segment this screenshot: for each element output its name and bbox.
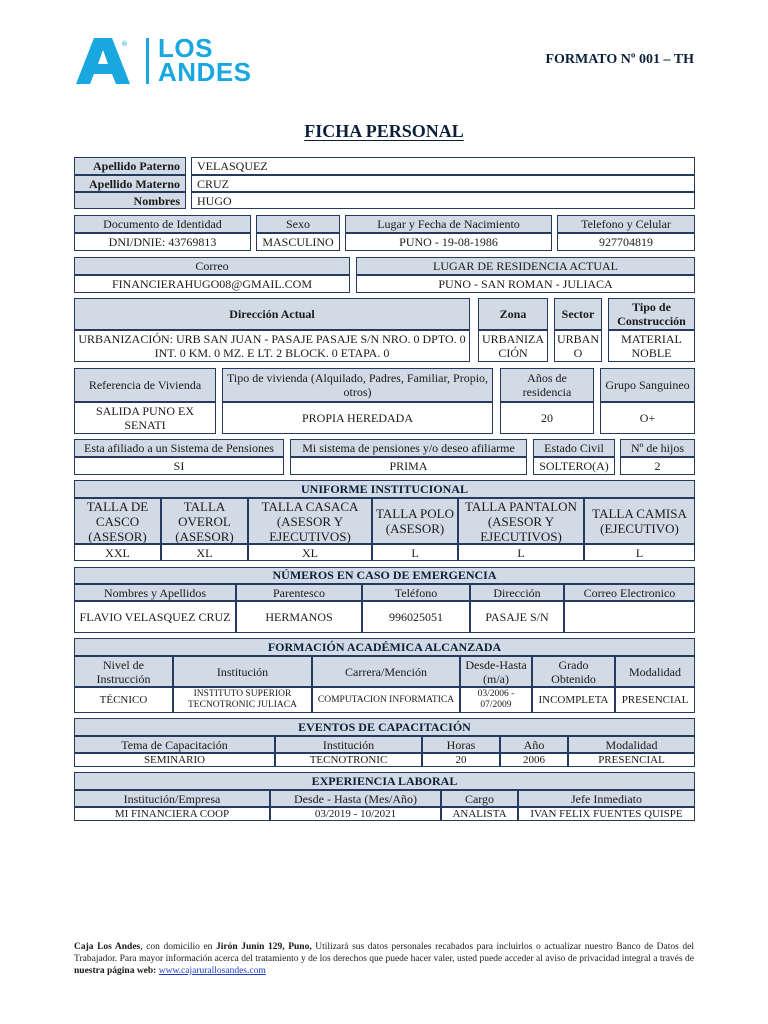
formacion-header: Modalidad: [615, 656, 695, 687]
nombres-label: Nombres: [74, 192, 186, 209]
sector-label: Sector: [554, 298, 602, 330]
uniforme-value: L: [372, 544, 458, 561]
capacitacion-value: 20: [422, 753, 500, 767]
formacion-header: Grado Obtenido: [532, 656, 615, 687]
experiencia-header: Cargo: [441, 790, 518, 807]
emergencia-section-title: NÚMEROS EN CASO DE EMERGENCIA: [74, 567, 695, 584]
emergencia-value: 996025051: [362, 601, 470, 633]
page-title: FICHA PERSONAL: [304, 121, 464, 141]
capacitacion-value: 2006: [500, 753, 568, 767]
company-name: Caja Los Andes: [74, 942, 141, 952]
capacitacion-header: Año: [500, 736, 568, 753]
experiencia-header: Jefe Inmediato: [518, 790, 695, 807]
capacitacion-header: Horas: [422, 736, 500, 753]
uniforme-header: TALLA CAMISA (EJECUTIVO): [584, 498, 695, 544]
correo-value: FINANCIERAHUGO08@GMAIL.COM: [74, 275, 350, 293]
emergencia-header: Teléfono: [362, 584, 470, 601]
uniforme-value: XL: [248, 544, 372, 561]
formacion-header: Nivel de Instrucción: [74, 656, 173, 687]
experiencia-section-title: EXPERIENCIA LABORAL: [74, 772, 695, 790]
tipo-construccion-value: MATERIAL NOBLE: [608, 330, 695, 362]
formacion-header: Desde-Hasta (m/a): [460, 656, 532, 687]
correo-label: Correo: [74, 257, 350, 275]
capacitacion-value: TECNOTRONIC: [275, 753, 422, 767]
emergencia-header: Correo Electronico: [564, 584, 695, 601]
capacitacion-header: Tema de Capacitación: [74, 736, 275, 753]
formacion-value: COMPUTACION INFORMATICA: [312, 687, 460, 713]
estado-civil-value: SOLTERO(A): [533, 457, 615, 475]
formacion-value: INCOMPLETA: [532, 687, 615, 713]
sistema-pensiones-label: Mi sistema de pensiones y/o deseo afiliarme: [290, 439, 527, 457]
notice-text: Utilizará sus datos personales recabados para incluirlos o actualizar nuestro Banco de Datos del Trabajador. Para mayor información acerca del tratamiento y de los derechos que puede hacer valer, usted puede acceder al aviso de privacidad integral a través de: [74, 942, 695, 964]
experiencia-value: 03/2019 - 10/2021: [270, 807, 441, 821]
los-andes-a-icon: [72, 36, 136, 84]
tipo-vivienda-value: PROPIA HEREDADA: [222, 402, 493, 434]
capacitacion-value: PRESENCIAL: [568, 753, 695, 767]
formacion-value: TÉCNICO: [74, 687, 173, 713]
zona-value: URBANIZACIÓN: [478, 330, 548, 362]
nombres-value: HUGO: [191, 192, 695, 209]
experiencia-value: ANALISTA: [441, 807, 518, 821]
formacion-value: INSTITUTO SUPERIOR TECNOTRONIC JULIACA: [173, 687, 312, 713]
website-link[interactable]: www.cajarurallosandes.com: [158, 966, 266, 976]
afiliado-value: SI: [74, 457, 284, 475]
formacion-section-title: FORMACIÓN ACADÉMICA ALCANZADA: [74, 638, 695, 656]
brand-name: LOS ANDES: [158, 33, 252, 87]
grupo-sanguineo-value: O+: [600, 402, 695, 434]
uniforme-value: L: [584, 544, 695, 561]
apellido-paterno-value: VELASQUEZ: [191, 157, 695, 175]
notice-text: , con domicilio en: [140, 942, 217, 952]
web-label: nuestra página web:: [74, 966, 157, 976]
capacitacion-header: Institución: [275, 736, 422, 753]
referencia-label: Referencia de Vivienda: [74, 368, 216, 402]
uniforme-header: TALLA PANTALON (ASESOR Y EJECUTIVOS): [458, 498, 584, 544]
uniforme-section-title: UNIFORME INSTITUCIONAL: [74, 480, 695, 498]
tipo-vivienda-label: Tipo de vivienda (Alquilado, Padres, Familiar, Propio, otros): [222, 368, 493, 402]
zona-label: Zona: [478, 298, 548, 330]
capacitacion-value: SEMINARIO: [74, 753, 275, 767]
direccion-value: URBANIZACIÓN: URB SAN JUAN - PASAJE PASAJE S/N NRO. 0 DPTO. 0 INT. 0 KM. 0 MZ. E LT. 2 BLOCK. 0 ETAPA. 0: [74, 330, 470, 362]
sexo-value: MASCULINO: [256, 233, 340, 251]
telefono-value: 927704819: [557, 233, 695, 251]
apellido-paterno-label: Apellido Paterno: [74, 157, 186, 175]
sexo-label: Sexo: [256, 215, 340, 233]
uniforme-header: TALLA DE CASCO (ASESOR): [74, 498, 161, 544]
hijos-label: Nº de hijos: [620, 439, 695, 457]
formacion-value: PRESENCIAL: [615, 687, 695, 713]
capacitacion-header: Modalidad: [568, 736, 695, 753]
anios-residencia-label: Años de residencia: [500, 368, 594, 402]
experiencia-value: MI FINANCIERA COOP: [74, 807, 270, 821]
doc-label: Documento de Identidad: [74, 215, 251, 233]
nacimiento-value: PUNO - 19-08-1986: [345, 233, 552, 251]
emergencia-header: Dirección: [470, 584, 564, 601]
doc-value: DNI/DNIE: 43769813: [74, 233, 251, 251]
direccion-label: Dirección Actual: [74, 298, 470, 330]
experiencia-value: IVAN FELIX FUENTES QUISPE: [518, 807, 695, 821]
sector-value: URBANO: [554, 330, 602, 362]
emergencia-header: Parentesco: [236, 584, 362, 601]
privacy-notice: [74, 941, 694, 977]
formato-number: FORMATO Nº 001 – TH: [545, 52, 694, 67]
uniforme-value: L: [458, 544, 584, 561]
residencia-label: LUGAR DE RESIDENCIA ACTUAL: [356, 257, 695, 275]
nacimiento-label: Lugar y Fecha de Nacimiento: [345, 215, 552, 233]
hijos-value: 2: [620, 457, 695, 475]
brand-logo: [72, 33, 252, 88]
emergencia-value: FLAVIO VELASQUEZ CRUZ: [74, 601, 236, 633]
sistema-pensiones-value: PRIMA: [290, 457, 527, 475]
company-address: Jirón Junín 129, Puno,: [216, 942, 312, 952]
uniforme-header: TALLA OVEROL (ASESOR): [161, 498, 248, 544]
apellido-materno-value: CRUZ: [191, 175, 695, 192]
apellido-materno-label: Apellido Materno: [74, 175, 186, 192]
svg-text:®: ®: [121, 40, 128, 48]
telefono-label: Telefono y Celular: [557, 215, 695, 233]
afiliado-label: Esta afiliado a un Sistema de Pensiones: [74, 439, 284, 457]
uniforme-header: TALLA CASACA (ASESOR Y EJECUTIVOS): [248, 498, 372, 544]
capacitacion-section-title: EVENTOS DE CAPACITACIÓN: [74, 718, 695, 736]
formacion-header: Carrera/Mención: [312, 656, 460, 687]
uniforme-value: XXL: [74, 544, 161, 561]
emergencia-value: HERMANOS: [236, 601, 362, 633]
residencia-value: PUNO - SAN ROMAN - JULIACA: [356, 275, 695, 293]
experiencia-header: Institución/Empresa: [74, 790, 270, 807]
experiencia-header: Desde - Hasta (Mes/Año): [270, 790, 441, 807]
emergencia-header: Nombres y Apellidos: [74, 584, 236, 601]
formacion-value: 03/2006 - 07/2009: [460, 687, 532, 713]
logo-divider: [146, 38, 149, 84]
emergencia-value: [564, 601, 695, 633]
anios-residencia-value: 20: [500, 402, 594, 434]
formacion-header: Institución: [173, 656, 312, 687]
grupo-sanguineo-label: Grupo Sanguineo: [600, 368, 695, 402]
estado-civil-label: Estado Civil: [533, 439, 615, 457]
emergencia-value: PASAJE S/N: [470, 601, 564, 633]
referencia-value: SALIDA PUNO EX SENATI: [74, 402, 216, 434]
uniforme-header: TALLA POLO (ASESOR): [372, 498, 458, 544]
uniforme-value: XL: [161, 544, 248, 561]
tipo-construccion-label: Tipo de Construcción: [608, 298, 695, 330]
